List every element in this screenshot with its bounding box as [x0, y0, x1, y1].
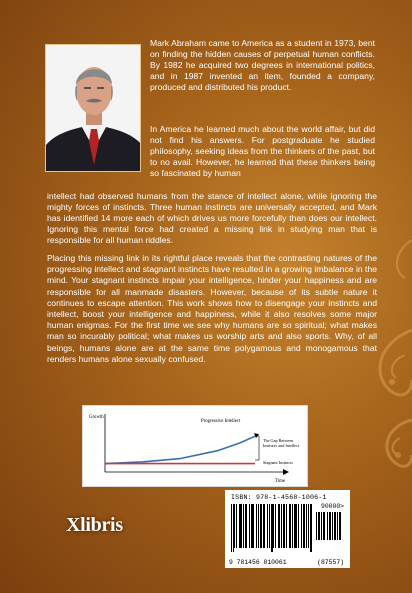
barcode-bar: [231, 504, 232, 552]
barcode-bar: [256, 504, 257, 548]
barcode-bar: [249, 504, 250, 548]
barcode-bar: [289, 504, 290, 548]
barcode-bar: [311, 504, 312, 552]
barcode-bar: [267, 504, 268, 548]
barcode-addon-bar: [316, 512, 317, 540]
barcode-bar: [290, 504, 291, 548]
barcode-digits-addon: (87557): [317, 559, 344, 566]
series-label-instincts: Stagnant Instincts: [263, 460, 293, 465]
author-bio-continued: intellect had observed humans from the stance of intellect alone, while ignoring the mighty forces of instincts. Three human instincts are universally accepted, and Mark has identified 14 more each of which drives us more forcefully than does our intellect. Ignoring this mental force had created a missing link in studying man that is responsible for all human riddles.: [47, 191, 377, 246]
barcode-bar: [303, 504, 304, 548]
barcode-bar: [294, 504, 295, 548]
barcode-bar: [271, 504, 272, 552]
barcode-bar: [295, 504, 296, 548]
barcode-addon-bar: [323, 512, 324, 540]
gap-annotation-line2: Instincts and Intellect: [263, 443, 300, 448]
barcode-bar: [260, 504, 261, 548]
price-code: 90000>: [320, 503, 344, 510]
barcode-bar: [264, 504, 265, 548]
barcode-bar: [261, 504, 262, 548]
barcode-bar: [258, 504, 259, 548]
barcode-digits: 9 781456 810061: [229, 559, 287, 566]
barcode-bar: [272, 504, 273, 552]
barcode-addon-bar: [340, 512, 341, 540]
y-axis-label: Growth: [89, 415, 104, 420]
barcode-bar: [246, 504, 247, 548]
barcode-bar: [240, 504, 241, 548]
barcode-bar: [252, 504, 253, 548]
barcode-addon-bar: [318, 512, 319, 540]
publisher-logo: Xlibris: [66, 514, 123, 536]
barcode-addon-bar: [330, 512, 331, 540]
barcode-bar: [233, 504, 234, 552]
barcode-bar: [301, 504, 302, 548]
isbn-number: ISBN: 978-1-4568-1006-1: [231, 494, 327, 501]
barcode-addon-bar: [337, 512, 338, 540]
barcode-addon-bars: [316, 512, 344, 548]
series-line-intellect: [105, 436, 255, 463]
barcode-bar: [283, 504, 284, 548]
barcode-bar: [251, 504, 252, 548]
barcode-bar: [298, 504, 299, 548]
book-description: Placing this missing link in its rightful place reveals that the contrasting natures of the progressing intellect and stagnant instincts have resulted in a growing imbalance in the mind. Your stagnant instincts impair your intelligence, hinder your happiness and are responsible for all manmade disasters. However, because of its subtle nature it continues to escape attention. This work shows how to disengage your instincts and intellect, boost your intelligence and happiness, while it also resolves some major human enigmas. For the first time we see why humans are so spiritual; what makes man so incurably political; what makes us worship arts and also sports. Why, of all beings, humans alone are at the same time polygamous and monogamous that renders humans alone sexually confused.: [47, 253, 377, 364]
barcode-addon-bar: [339, 512, 340, 540]
gap-annotation-line1: The Gap Between: [263, 438, 294, 443]
barcode-bar: [286, 504, 287, 548]
barcode-bars: [231, 504, 313, 556]
barcode-bar: [281, 504, 282, 548]
barcode-bar: [273, 504, 274, 548]
barcode-bar: [245, 504, 246, 548]
barcode-bar: [284, 504, 285, 548]
author-bio-intro: Mark Abraham came to America as a student in 1973, bent on finding the hidden causes of perpetual human conflicts. By 1982 he acquired two degrees in international politics, and in 1987 invented an item, founded a company, produced and distributed his product.: [150, 38, 375, 93]
isbn-barcode: [225, 490, 350, 568]
barcode-bar: [304, 504, 305, 548]
author-photo: [45, 44, 141, 172]
barcode-bar: [243, 504, 244, 548]
barcode-bar: [308, 504, 309, 548]
growth-chart-svg: [83, 406, 307, 486]
barcode-addon-bar: [334, 512, 335, 540]
barcode-addon-bar: [319, 512, 320, 540]
barcode-bar: [253, 504, 254, 548]
barcode-addon-bar: [321, 512, 322, 540]
barcode-bar: [275, 504, 276, 548]
barcode-bar: [239, 504, 240, 548]
barcode-bar: [279, 504, 280, 548]
barcode-bar: [263, 504, 264, 548]
growth-chart: [82, 405, 308, 487]
barcode-bar: [292, 504, 293, 548]
barcode-bar: [306, 504, 307, 548]
barcode-bar: [296, 504, 297, 548]
barcode-bar: [278, 504, 279, 548]
barcode-bar: [310, 504, 311, 552]
barcode-bar: [234, 504, 235, 548]
barcode-bar: [269, 504, 270, 548]
x-axis-label: Time: [275, 479, 285, 484]
barcode-addon-bar: [324, 512, 325, 540]
barcode-addon-bar: [327, 512, 328, 540]
barcode-addon-bar: [329, 512, 330, 540]
x-axis-arrow: [283, 469, 289, 475]
series-label-intellect: Progressive Intellect: [201, 419, 241, 424]
barcode-addon-bar: [332, 512, 333, 540]
author-bio-narrow: In America he learned much about the world affair, but did not find his answers. For postgraduate he studied philosophy, seeking ideas from the thinkers of the past, but to no avail. However, he learned that these thinkers being so fascinated by human: [150, 124, 375, 179]
barcode-bar: [241, 504, 242, 548]
barcode-bar: [236, 504, 237, 548]
barcode-addon-bar: [335, 512, 336, 540]
